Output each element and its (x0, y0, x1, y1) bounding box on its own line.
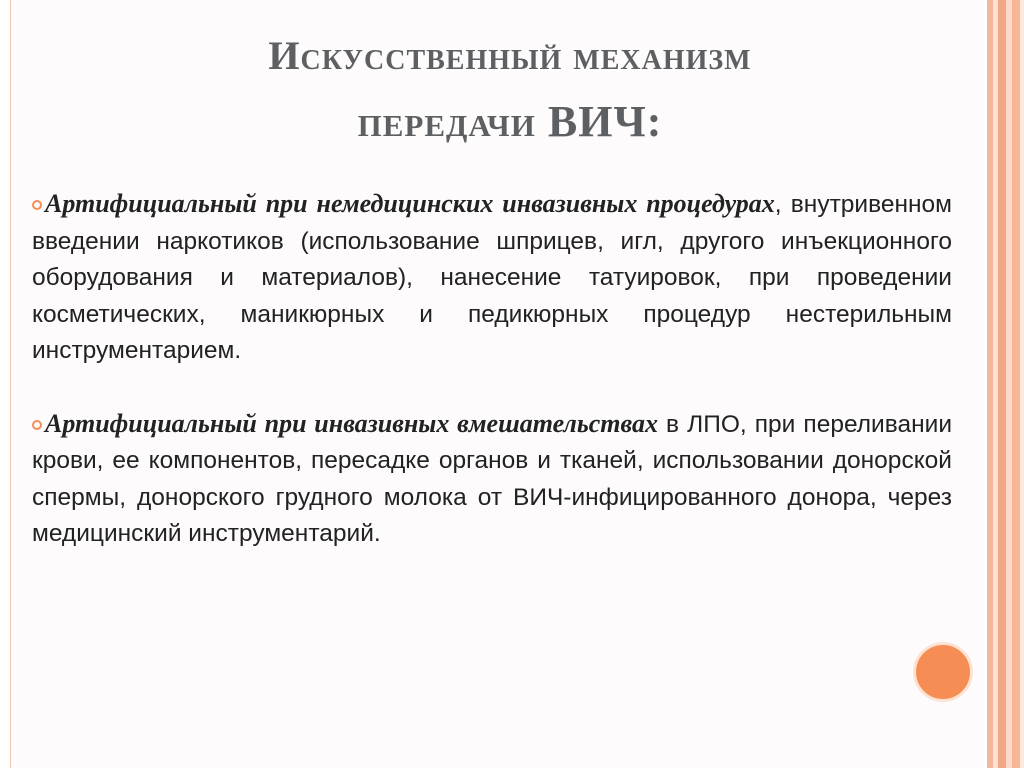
bullet-ring-icon (32, 420, 42, 430)
left-border (0, 0, 11, 768)
bullet-lead-1: Артифициальный при немедицинских инвазивных процедурах (45, 189, 775, 218)
orange-circle-icon (913, 642, 973, 702)
bullet-text-1: , внутривенном введении наркотиков (использование шприцев, игл, другого инъекционного оборудования и материалов), нанесение татуировок, при проведении косметических, маникюрных и педикюрных процедур нестерильным инструментарием. (32, 191, 952, 364)
bullet-lead-2: Артифициальный при инвазивных вмешательствах (45, 408, 658, 438)
slide-content (32, 186, 952, 553)
title-line-2: передачи ВИЧ: (357, 97, 663, 146)
bullet-ring-icon (32, 200, 42, 210)
decorative-stripes (984, 0, 1024, 768)
bullet-item-2 (32, 406, 952, 553)
title-line-1: Искусственный механизм (268, 33, 752, 78)
bullet-text-2: в ЛПО, при переливании крови, ее компонентов, пересадке органов и тканей, использовании донорской спермы, донорского грудного молока от ВИЧ-инфицированного донора, через медицинский инструментарий. (32, 410, 953, 547)
slide-title (70, 22, 950, 154)
bullet-item-1 (32, 186, 952, 370)
